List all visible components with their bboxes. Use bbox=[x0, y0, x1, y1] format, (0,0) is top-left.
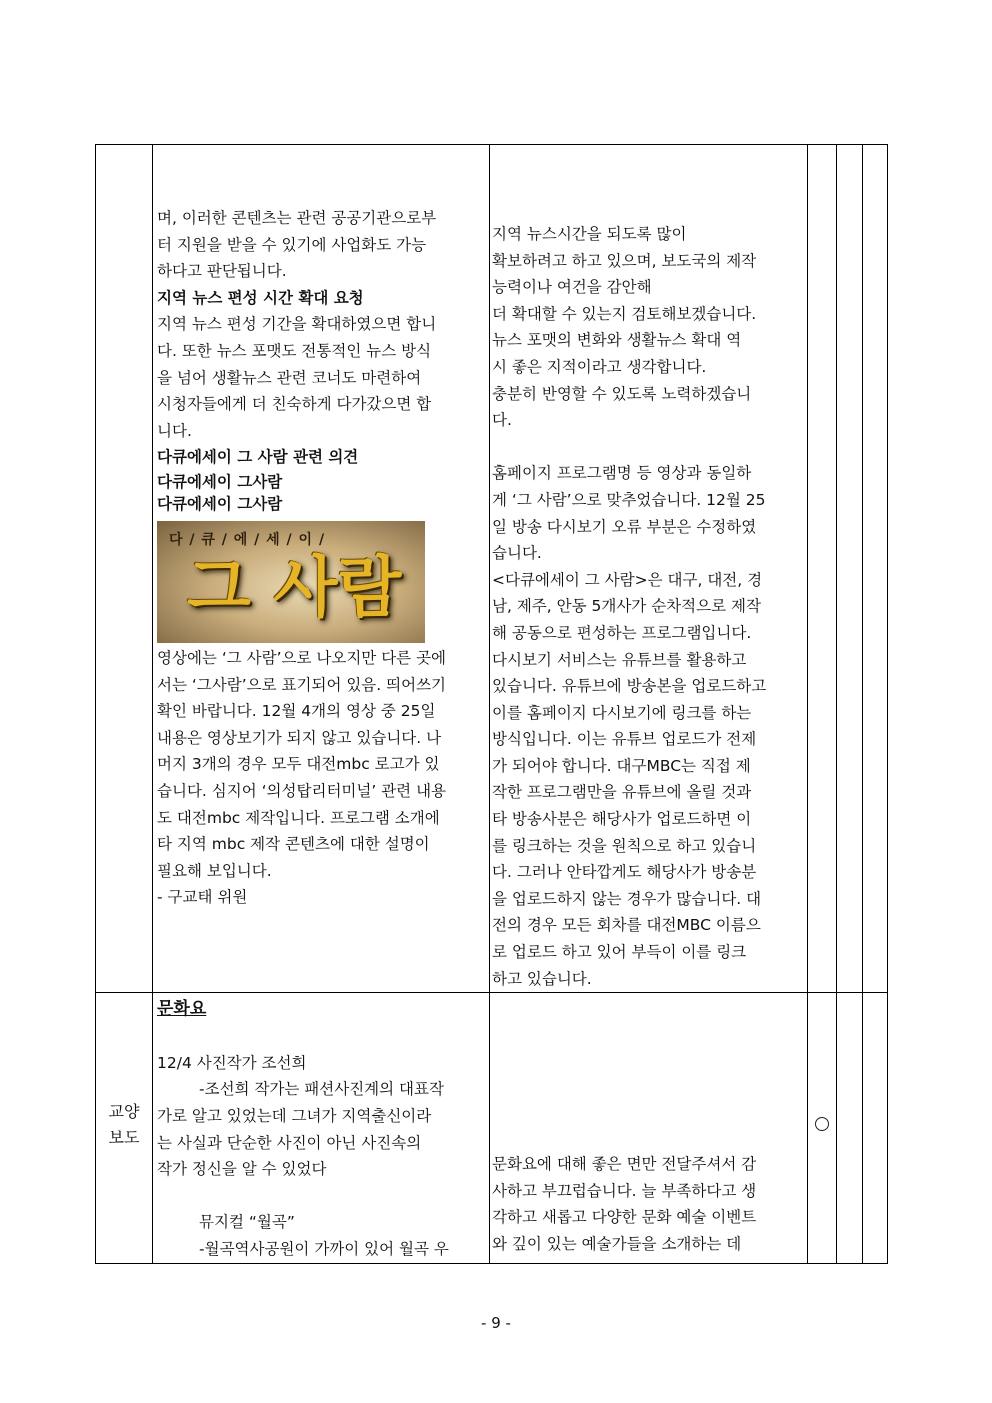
text-line: 홈페이지 프로그램명 등 영상과 동일하 bbox=[492, 464, 752, 483]
response-text bbox=[490, 993, 807, 1257]
response-text bbox=[490, 145, 807, 992]
text-line: 방식입니다. 이는 유튜브 업로드가 전제 bbox=[492, 730, 757, 749]
opinion-text bbox=[153, 1023, 489, 1262]
text-line: 내용은 영상보기가 되지 않고 있습니다. 나 bbox=[157, 728, 442, 747]
thumbnail-title-text: 그 사람 bbox=[187, 547, 402, 626]
text-line: 하고 있습니다. bbox=[492, 969, 592, 988]
text-line: 더 확대할 수 있는지 검토해보겠습니다. bbox=[492, 304, 757, 323]
response-cell bbox=[490, 145, 808, 993]
mark-cell-1 bbox=[808, 145, 837, 993]
text-line: <다큐에세이 그 사람>은 대구, 대전, 경 bbox=[492, 570, 763, 589]
text-line: 타 지역 mbc 제작 콘텐츠에 대한 설명이 bbox=[157, 835, 430, 854]
program-name: 다큐에세이 그사람 bbox=[157, 472, 283, 491]
mark-cell-3 bbox=[863, 145, 888, 993]
text-line: 머지 3개의 경우 모두 대전mbc 로고가 있 bbox=[157, 755, 440, 774]
text-line: 다. 그러나 안타깝게도 해당사가 방송분 bbox=[492, 863, 757, 882]
text-line: 확인 바랍니다. 12월 4개의 영상 중 25일 bbox=[157, 702, 436, 721]
section-title: 문화요 bbox=[157, 999, 207, 1020]
response-cell bbox=[490, 993, 808, 1263]
category-label bbox=[96, 993, 152, 1151]
text-line: 있습니다. 유튜브에 방송본을 업로드하고 bbox=[492, 677, 767, 696]
text-line: 작한 프로그램만을 유튜브에 올릴 것과 bbox=[492, 783, 752, 802]
text-line: -월곡역사공원이 가까이 있어 월곡 우 bbox=[199, 1239, 449, 1258]
text-line: 도 대전mbc 제작입니다. 프로그램 소개에 bbox=[157, 808, 440, 827]
text-line: 문화요에 대해 좋은 면만 전달주셔서 감 bbox=[492, 1155, 757, 1174]
text-line: 가 되어야 합니다. 대구MBC는 직접 제 bbox=[492, 756, 751, 775]
program-thumbnail bbox=[157, 521, 425, 643]
table-row bbox=[96, 145, 888, 993]
text-line: 영상에는 ‘그 사람’으로 나오지만 다른 곳에 bbox=[157, 648, 447, 667]
text-line: 습니다. 심지어 ‘의성탑리터미널’ 관련 내용 bbox=[157, 781, 447, 800]
text-line: 다시보기 서비스는 유튜브를 활용하고 bbox=[492, 650, 747, 669]
text-line: 며, 이러한 콘텐츠는 관련 공공기관으로부 bbox=[157, 209, 437, 227]
opinion-text bbox=[153, 145, 489, 911]
text-line: 지역 뉴스 편성 기간을 확대하였으면 합니 bbox=[157, 315, 437, 334]
text-line: 하다고 판단됩니다. bbox=[157, 262, 287, 281]
text-line: 일 방송 다시보기 오류 부분은 수정하였 bbox=[492, 517, 757, 536]
text-line: 뮤지컬 “월곡” bbox=[199, 1213, 295, 1232]
text-line: 각하고 새롭고 다양한 문화 예술 이벤트 bbox=[492, 1208, 757, 1227]
text-line: 필요해 보입니다. bbox=[157, 861, 272, 880]
mark-cell-3 bbox=[863, 993, 888, 1263]
text-line: 작가 정신을 알 수 있었다 bbox=[157, 1160, 327, 1179]
category-text: 교양 bbox=[108, 1102, 140, 1122]
text-line bbox=[492, 434, 805, 461]
text-line bbox=[157, 1183, 487, 1210]
text-line: 는 사실과 단순한 사진이 아닌 사진속의 bbox=[157, 1133, 422, 1152]
text-line: - 구교태 위원 bbox=[157, 888, 248, 907]
category-text: 보도 bbox=[108, 1128, 140, 1148]
text-line: 다. bbox=[492, 411, 512, 430]
text-line: 남, 제주, 안동 5개사가 순차적으로 제작 bbox=[492, 597, 761, 616]
text-line: 로 업로드 하고 있어 부득이 이를 링크 bbox=[492, 943, 747, 962]
text-line: 뉴스 포맷의 변화와 생활뉴스 확대 역 bbox=[492, 331, 742, 350]
text-line: 터 지원을 받을 수 있기에 사업화도 가능 bbox=[157, 235, 427, 254]
text-line: 와 깊이 있는 예술가들을 소개하는 데 bbox=[492, 1235, 742, 1253]
table-row bbox=[96, 993, 888, 1263]
page-number: - 9 - bbox=[481, 1314, 511, 1332]
subheading: 다큐에세이 그 사람 관련 의견 bbox=[157, 448, 359, 467]
mark-cell-1 bbox=[808, 993, 837, 1263]
text-line: -조선희 작가는 패션사진계의 대표작 bbox=[199, 1080, 444, 1099]
text-line: 니다. bbox=[157, 421, 192, 440]
text-line: 시청자들에게 더 친숙하게 다가갔으면 합 bbox=[157, 395, 432, 414]
text-line: 다. 또한 뉴스 포맷도 전통적인 뉴스 방식 bbox=[157, 341, 432, 360]
text-line: 게 ‘그 사람’으로 맞추었습니다. 12월 25 bbox=[492, 490, 766, 509]
text-line: 을 넘어 생활뉴스 관련 코너도 마련하여 bbox=[157, 368, 422, 387]
category-cell bbox=[96, 145, 153, 993]
text-line: 서는 ‘그사람’으로 표기되어 있음. 띄어쓰기 bbox=[157, 675, 447, 694]
subheading: 지역 뉴스 편성 시간 확대 요청 bbox=[157, 288, 364, 307]
text-line: 가로 알고 있었는데 그녀가 지역출신이라 bbox=[157, 1107, 432, 1125]
text-line: 확보하려고 하고 있으며, 보도국의 제작 bbox=[492, 251, 757, 270]
text-line: 해 공동으로 편성하는 프로그램입니다. bbox=[492, 623, 752, 642]
review-table bbox=[95, 144, 888, 1264]
text-line: 를 링크하는 것을 원칙으로 하고 있습니 bbox=[492, 836, 757, 855]
text-line: 타 방송사분은 해당사가 업로드하면 이 bbox=[492, 810, 752, 829]
category-cell bbox=[96, 993, 153, 1263]
program-name: 다큐에세이 그사람 bbox=[157, 494, 283, 513]
opinion-cell bbox=[153, 993, 490, 1263]
mark-cell-2 bbox=[837, 145, 863, 993]
mark-cell-2 bbox=[837, 993, 863, 1263]
text-line: 지역 뉴스시간을 되도록 많이 bbox=[492, 225, 687, 243]
text-line: 충분히 반영할 수 있도록 노력하겠습니 bbox=[492, 384, 752, 403]
opinion-cell bbox=[153, 145, 490, 993]
text-line bbox=[157, 1023, 487, 1050]
thumbnail-series-text: 다 / 큐 / 에 / 세 / 이 / bbox=[169, 531, 326, 548]
text-line: 을 업로드하지 않는 경우가 많습니다. 대 bbox=[492, 889, 762, 908]
text-line: 전의 경우 모든 회차를 대전MBC 이름으 bbox=[492, 916, 761, 935]
text-line: 사하고 부끄럽습니다. 늘 부족하다고 생 bbox=[492, 1181, 757, 1200]
text-line: 시 좋은 지적이라고 생각합니다. bbox=[492, 357, 707, 376]
circle-mark-icon bbox=[815, 1117, 829, 1131]
text-line: 능력이나 여건을 감안해 bbox=[492, 278, 652, 297]
text-line: 습니다. bbox=[492, 544, 542, 563]
text-line: 이를 홈페이지 다시보기에 링크를 하는 bbox=[492, 703, 752, 722]
text-line: 12/4 사진작가 조선희 bbox=[157, 1053, 307, 1072]
